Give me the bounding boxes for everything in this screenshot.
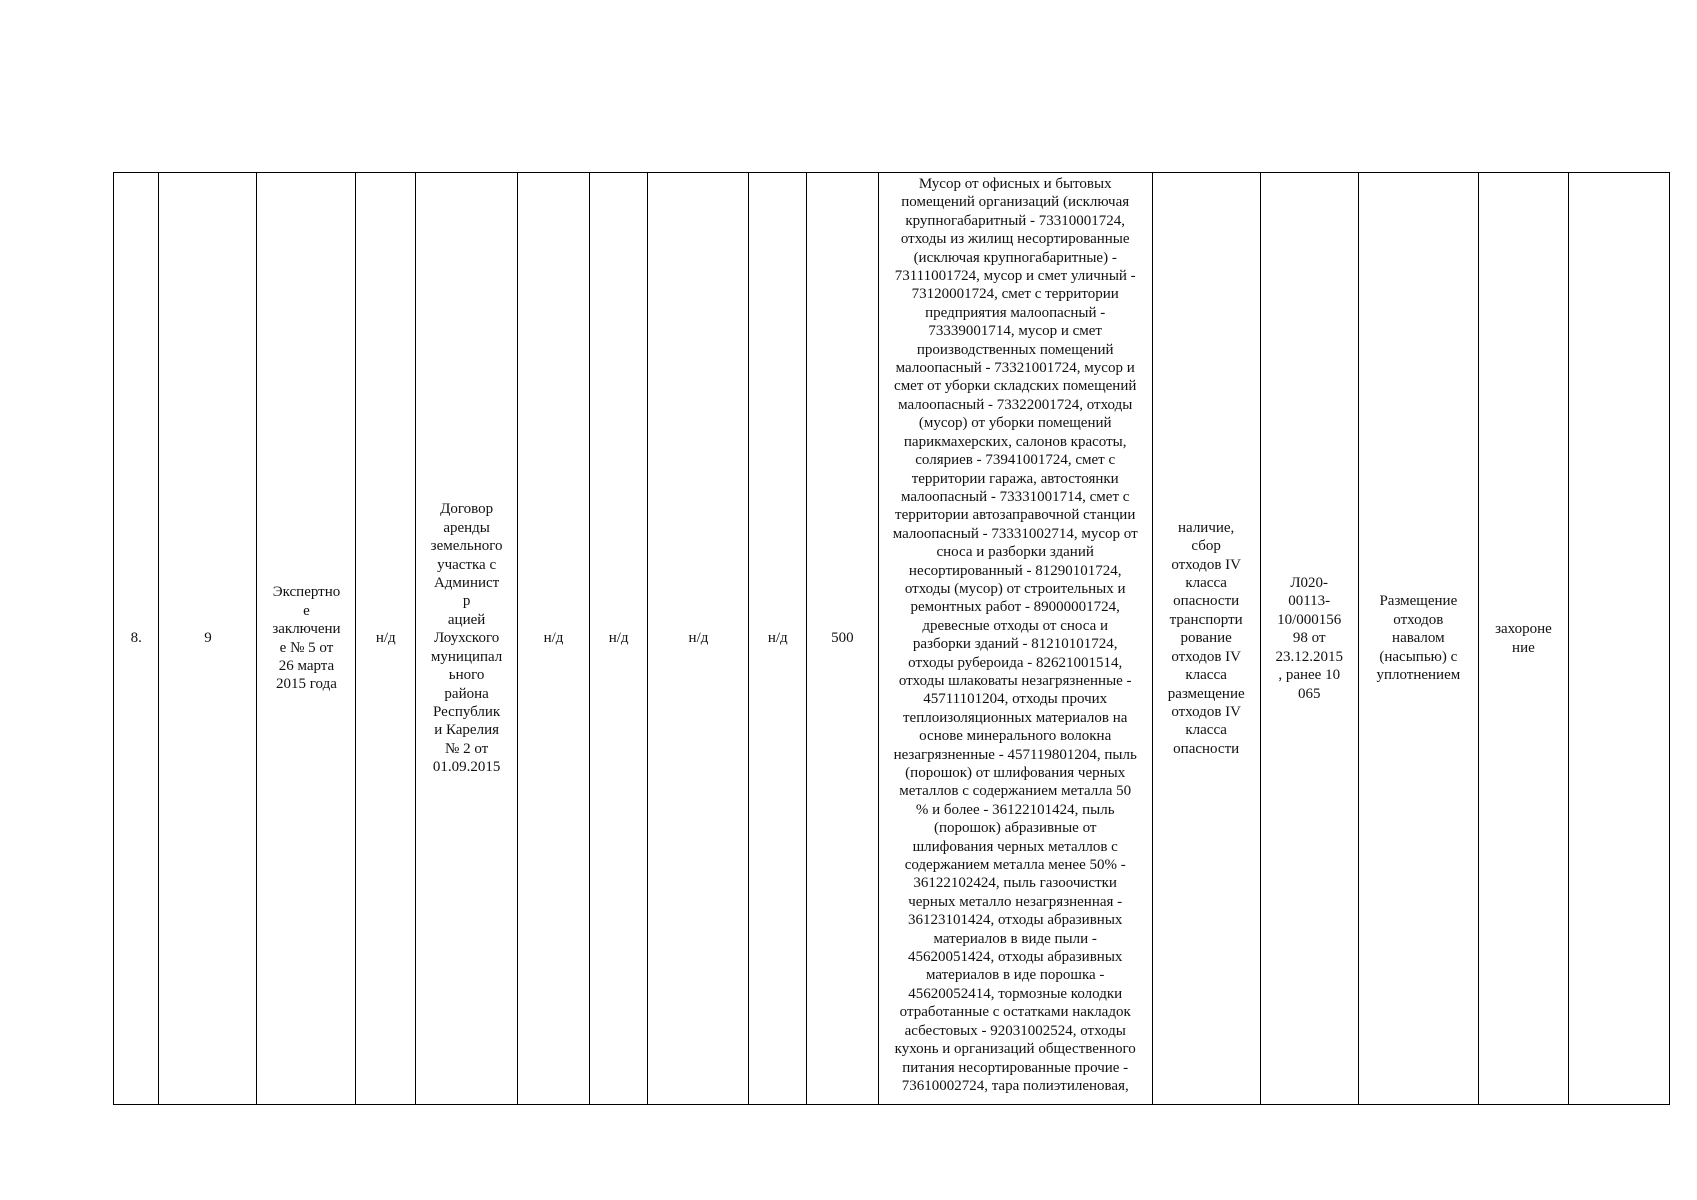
cell-line: незагрязненные - 457119801204, пыль	[893, 746, 1137, 763]
cell-line: муниципал	[430, 648, 503, 665]
cell-column-9: н/д	[749, 173, 807, 1105]
cell-empty	[1568, 173, 1669, 1105]
cell-waste-types	[878, 173, 1152, 1105]
cell-line: р	[462, 593, 471, 610]
cell-line: крупногабаритный - 73310001724,	[905, 212, 1126, 229]
cell-line: сноса и разборки зданий	[936, 544, 1094, 561]
cell-line: Мусор от офисных и бытовых	[918, 176, 1112, 192]
cell-line: , ранее 10	[1278, 667, 1341, 684]
cell-line: отходы рубероида - 82621001514,	[908, 654, 1123, 671]
cell-line: Размещение	[1379, 593, 1458, 610]
cell-line: уплотнением	[1376, 667, 1461, 684]
cell-line: металлов с содержанием металла 50	[899, 783, 1132, 800]
cell-line: (порошок) от шлифования черных	[905, 765, 1126, 781]
cell-line: Экспертно	[272, 584, 341, 601]
cell-line: территории автозаправочной станции	[895, 507, 1136, 524]
cell-line: участка с	[437, 556, 497, 573]
cell-line: производственных помещений	[916, 341, 1114, 358]
cell-line: 45620052414, тормозные колодки	[908, 985, 1123, 1002]
cell-line: 73111001724, мусор и смет уличный -	[894, 268, 1136, 285]
cell-line: опасности	[1173, 740, 1240, 757]
cell-line: ремонтных работ - 89000001724,	[910, 599, 1120, 616]
cell-line: 73120001724, смет с территории	[911, 286, 1119, 303]
cell-line: аренды	[443, 519, 490, 536]
cell-land-lease-agreement	[416, 173, 518, 1105]
cell-line: 36123101424, отходы абразивных	[908, 912, 1123, 929]
cell-line: класса	[1185, 667, 1227, 684]
waste-site-table	[113, 172, 1670, 1105]
cell-line: класса	[1185, 722, 1227, 739]
cell-line: смет от уборки складских помещений	[894, 378, 1137, 395]
cell-line: питания несортированные прочие -	[902, 1059, 1129, 1076]
cell-line: материалов в виде пыли -	[933, 930, 1097, 947]
cell-line: отработанные с остатками накладок	[899, 1004, 1131, 1021]
cell-line: заключени	[272, 621, 341, 638]
cell-line: ьного	[448, 667, 485, 684]
cell-line: малоопасный - 73331002714, мусор от	[892, 525, 1138, 542]
cell-line: е № 5 от	[279, 639, 334, 656]
cell-line: 98 от	[1292, 630, 1326, 647]
cell-line: черных металло незагрязненная -	[908, 893, 1123, 910]
cell-line: сбор	[1191, 538, 1221, 555]
cell-line: наличие,	[1178, 519, 1235, 536]
cell-line: класса	[1185, 575, 1227, 592]
cell-column-10: 500	[807, 173, 879, 1105]
cell-line: ацией	[447, 611, 486, 628]
cell-line: 10/000156	[1277, 611, 1342, 628]
cell-line: 23.12.2015	[1275, 648, 1343, 665]
cell-line: 01.09.2015	[432, 759, 501, 776]
cell-line: 00113-	[1288, 593, 1331, 610]
cell-line: 065	[1297, 685, 1321, 702]
cell-line: Админист	[433, 575, 500, 592]
cell-line: 26 марта	[278, 657, 335, 674]
cell-line: района	[444, 685, 489, 702]
cell-line: отходов IV	[1171, 703, 1241, 720]
cell-line: (исключая крупногабаритные) -	[913, 249, 1117, 266]
cell-line: отходы (мусор) от строительных и	[904, 580, 1126, 597]
cell-line: отходов IV	[1171, 556, 1241, 573]
cell-line: соляриев - 73941001724, смет с	[915, 452, 1116, 469]
cell-line: № 2 от	[445, 740, 489, 757]
cell-line: шлифования черных металлов с	[912, 838, 1118, 855]
cell-line: 45620051424, отходы абразивных	[908, 949, 1123, 966]
cell-line: Лоухского	[433, 630, 500, 647]
cell-line: и Карелия	[434, 722, 499, 739]
cell-placement-method	[1358, 173, 1478, 1105]
cell-column-6: н/д	[518, 173, 590, 1105]
cell-line: (порошок) абразивные от	[933, 820, 1097, 837]
cell-row-number: 8.	[114, 173, 159, 1105]
cell-line: захороне	[1495, 621, 1552, 638]
cell-line: 2015 года	[276, 676, 337, 693]
cell-line: размещение	[1167, 685, 1245, 702]
cell-line: навалом	[1392, 630, 1445, 647]
cell-line: отходов	[1393, 611, 1444, 628]
cell-purpose	[1478, 173, 1568, 1105]
cell-line: Л020-	[1290, 575, 1329, 592]
cell-column-7: н/д	[589, 173, 648, 1105]
cell-line: опасности	[1173, 593, 1240, 610]
cell-line: несортированный - 81290101724,	[908, 562, 1122, 579]
cell-line: основе минерального волокна	[919, 728, 1112, 745]
cell-line: разборки зданий - 81210101724,	[912, 636, 1118, 653]
cell-line: содержанием металла менее 50% -	[904, 857, 1126, 874]
cell-line: материалов в иде порошка -	[925, 967, 1105, 984]
cell-line: земельного	[430, 538, 503, 555]
cell-line: рование	[1180, 630, 1232, 647]
cell-line: отходы шлаковаты незагрязненные -	[898, 672, 1132, 689]
cell-line: теплоизоляционных материалов на	[902, 709, 1128, 726]
cell-line: 73339001714, мусор и смет	[928, 323, 1102, 340]
cell-line: помещений организаций (исключая	[901, 194, 1130, 211]
cell-line: малоопасный - 73321001724, мусор и	[895, 360, 1135, 377]
cell-line: транспорти	[1169, 611, 1243, 628]
table-row	[114, 173, 1670, 1105]
cell-line: территории гаража, автостоянки	[911, 470, 1119, 487]
cell-line: малоопасный - 73322001724, отходы	[898, 396, 1133, 413]
cell-license-activities	[1152, 173, 1260, 1105]
cell-line: (насыпью) с	[1379, 648, 1458, 665]
cell-line: кухонь и организаций общественного	[894, 1041, 1136, 1058]
cell-line: (мусор) от уборки помещений	[918, 415, 1112, 432]
cell-expert-conclusion	[257, 173, 356, 1105]
cell-license-number	[1260, 173, 1358, 1105]
cell-line: асбестовых - 92031002524, отходы	[904, 1022, 1126, 1039]
cell-line: древесные отходы от сноса и	[922, 617, 1109, 634]
cell-line: малоопасный - 73331001714, смет с	[901, 488, 1130, 505]
cell-line: 73610002724, тара полиэтиленовая,	[901, 1077, 1129, 1094]
cell-line: предприятия малоопасный -	[925, 304, 1106, 321]
cell-column-2: 9	[159, 173, 257, 1105]
cell-line: парикмахерских, салонов красоты,	[903, 433, 1127, 450]
cell-line: отходов IV	[1171, 648, 1241, 665]
cell-line: Республик	[432, 703, 501, 720]
cell-line: отходы из жилищ несортированные	[900, 231, 1130, 248]
cell-line: ние	[1512, 639, 1535, 656]
cell-column-8: н/д	[648, 173, 749, 1105]
cell-line: Договор	[440, 501, 494, 518]
cell-line: 45711101204, отходы прочих	[923, 691, 1108, 708]
cell-line: 36122102424, пыль газоочистки	[913, 875, 1117, 892]
cell-column-4: н/д	[356, 173, 416, 1105]
cell-line: % и более - 36122101424, пыль	[915, 801, 1115, 818]
cell-line: е	[303, 602, 310, 619]
